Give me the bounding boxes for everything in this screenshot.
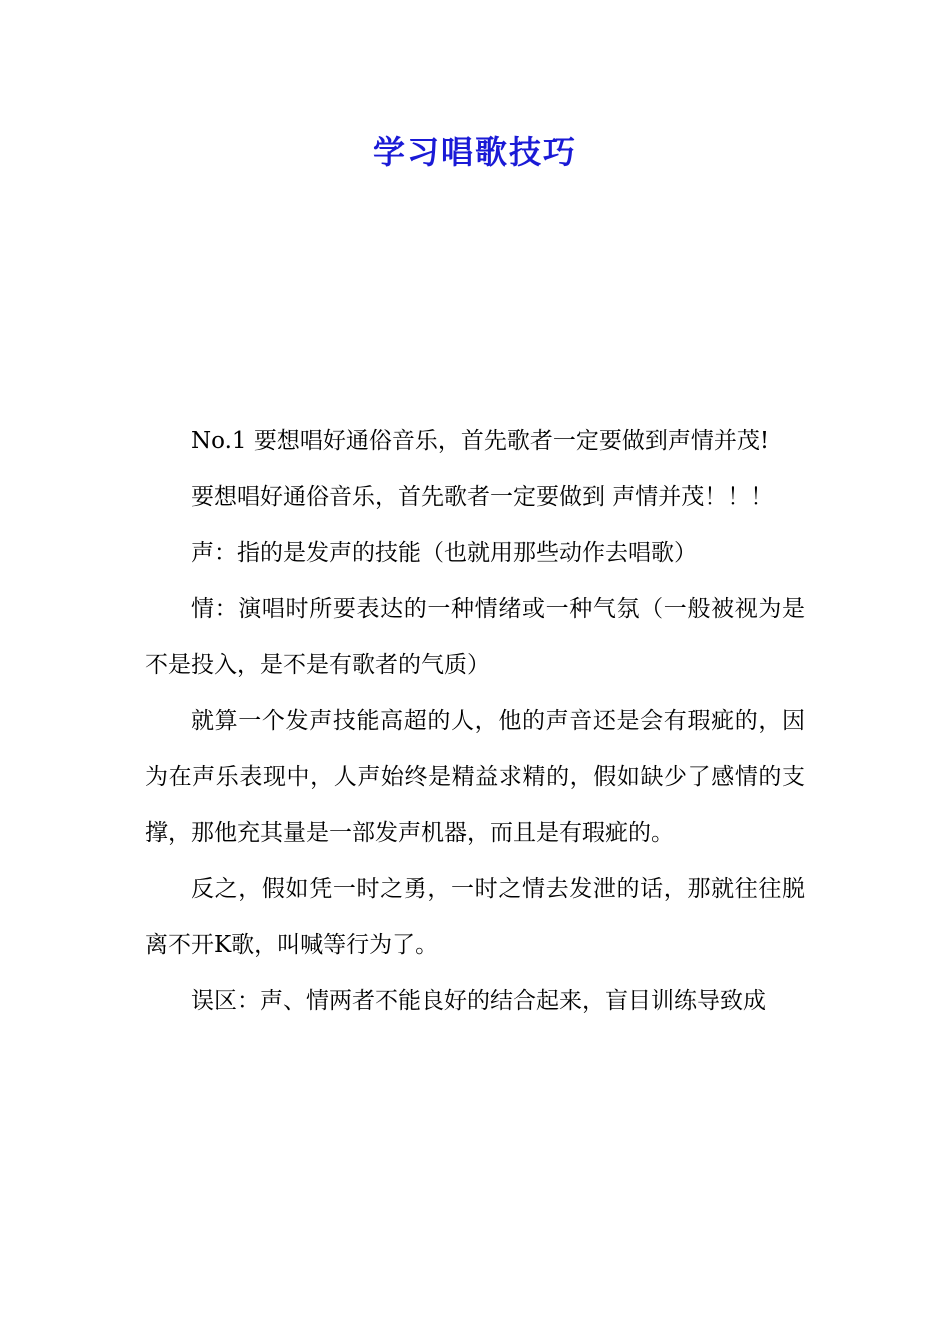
paragraph-intro: 要想唱好通俗音乐，首先歌者一定要做到 声情并茂！！！ [191, 484, 774, 510]
paragraph-qing-definition: 情：演唱时所要表达的一种情绪或一种气氛（一般被视为是不是投入，是不是有歌者的气质） [145, 596, 805, 678]
paragraph-no1-heading: No.1 要想唱好通俗音乐，首先歌者一定要做到声情并茂! [191, 428, 770, 454]
paragraph-misconception: 误区：声、情两者不能良好的结合起来，盲目训练导致成 [191, 988, 766, 1014]
document-title: 学习唱歌技巧 [372, 133, 577, 171]
document-body [145, 413, 805, 1029]
paragraph-technique-flaw: 就算一个发声技能高超的人，他的声音还是会有瑕疵的，因为在声乐表现中，人声始终是精益求精的，假如缺少了感情的支撑，那他充其量是一部发声机器，而且是有瑕疵的。 [145, 708, 805, 846]
paragraph-sheng-definition: 声：指的是发声的技能（也就用那些动作去唱歌） [191, 540, 697, 566]
paragraph-conversely: 反之，假如凭一时之勇，一时之情去发泄的话，那就往往脱离不开K歌，叫喊等行为了。 [145, 876, 805, 958]
